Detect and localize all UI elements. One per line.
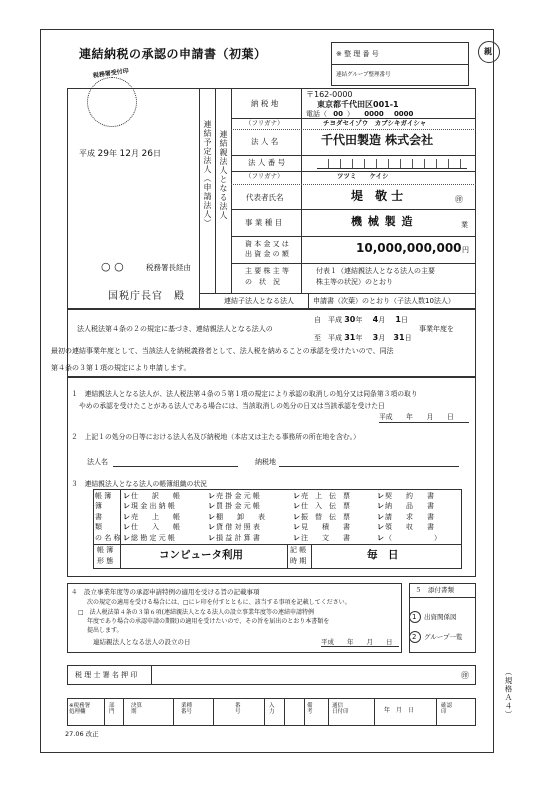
ledger-item[interactable]: レ貸 借 対 照 表 bbox=[208, 523, 260, 532]
tax-accountant-seal: ㊞ bbox=[461, 671, 469, 680]
attachment-item-2: グループ一覧 bbox=[424, 633, 463, 641]
office-use-label-9: 確認 印 bbox=[441, 703, 453, 716]
reception-stamp-label: 税務署受付印 bbox=[92, 67, 130, 80]
ledger-col-3 bbox=[293, 491, 350, 543]
timing-label-2: 時 期 bbox=[290, 557, 307, 565]
address-label: 納 税 地 bbox=[251, 99, 279, 108]
attachment-mark-1-label: 1 bbox=[412, 613, 417, 621]
parent-corp-label: 連結親法人となる法人 bbox=[219, 130, 228, 220]
item4-text-3: 年度であり場合の承認申請の期限)の適用を受けたいので、その旨を届出のとおり本書類を bbox=[87, 618, 330, 625]
attachment-mark-2-label: 2 bbox=[412, 633, 417, 641]
ledger-timing: 毎 日 bbox=[367, 549, 399, 561]
ref-number-label: ※ 整 理 番 号 bbox=[336, 50, 379, 58]
size-note: （規格Ａ４） bbox=[504, 668, 513, 719]
name-kana: チヨダセイゾウ カブシキガイシャ bbox=[323, 119, 427, 127]
ledger-item[interactable]: レ損 益 計 算 書 bbox=[208, 533, 260, 542]
rep-kana: ツツミ ケイシ bbox=[337, 172, 389, 180]
tax-office-label: 税務署長経由 bbox=[146, 263, 191, 272]
timing-label-1: 記 帳 bbox=[290, 546, 307, 554]
ledger-item[interactable]: レ総 勘 定 元 帳 bbox=[123, 533, 175, 542]
ledger-item[interactable]: レ売 上 帳 bbox=[123, 512, 180, 521]
ledger-item[interactable]: レ売 上 伝 票 bbox=[293, 492, 350, 500]
reception-stamp bbox=[87, 77, 137, 127]
office-use-label-5: 入 力 bbox=[269, 703, 275, 716]
rep-seal: ㊞ bbox=[455, 195, 463, 204]
item2-name-field[interactable] bbox=[113, 458, 238, 467]
item4-title: ４ 設立事業年度等の承認申請特例の適用を受ける旨の記載事項 bbox=[71, 588, 260, 596]
ledger-item[interactable]: レ仕 訳 帳 bbox=[123, 492, 180, 500]
office-use-label-6: 備 考 bbox=[307, 703, 313, 716]
shareholders-label-1: 主 要 株 主 等 bbox=[245, 267, 289, 275]
group-number-label: 連結グループ整理番号 bbox=[336, 72, 391, 78]
item2-address-field[interactable] bbox=[279, 458, 459, 467]
ledger-row-labels: 帳 簿 簿 書 類 の 名 称 bbox=[95, 492, 121, 542]
rep-furigana-label: （フリガナ） bbox=[245, 172, 284, 180]
office-use-label-1: 部 門 bbox=[109, 703, 115, 716]
ledger-item[interactable]: レ買 掛 金 元 帳 bbox=[208, 502, 260, 511]
office-use-label-7: 通信 日付印 bbox=[332, 703, 349, 716]
ledger-item[interactable]: レ棚 卸 表 bbox=[208, 512, 265, 521]
postal-code: 〒162-0000 bbox=[306, 90, 353, 99]
ledger-item[interactable]: レ仕 入 帳 bbox=[123, 523, 180, 532]
form-label-1: 帳 簿 bbox=[97, 546, 114, 554]
company-name: 千代田製造 株式会社 bbox=[321, 133, 434, 147]
capital-label-1: 資 本 金 又 は bbox=[245, 240, 289, 248]
ledger-item[interactable]: レ納 品 書 bbox=[377, 502, 434, 511]
form-sheet bbox=[40, 29, 494, 753]
item2-address-label: 納税地 bbox=[255, 458, 276, 466]
ledger-item[interactable]: レ仕 入 伝 票 bbox=[293, 502, 350, 511]
tax-accountant-label: 税 理 士 署 名 押 印 bbox=[75, 671, 138, 679]
business-label: 事 業 種 目 bbox=[245, 218, 283, 227]
period-suffix: 事業年度を bbox=[419, 325, 454, 333]
applicant-group-label: 連結予定法人（申請法人） bbox=[203, 120, 212, 228]
period-body-1: 最初の連結事業年度として、当該法人を納税義務者として、法人税を納めることの承認を受けたいので、同法 bbox=[51, 347, 394, 355]
corp-number-cells[interactable] bbox=[317, 159, 467, 169]
item4-text-1: 次の規定の適用を受ける場合には、□にレ印を付すとともに、該当する事項を記載してください。 bbox=[87, 599, 351, 606]
tax-office-circles: ○ ○ bbox=[101, 260, 124, 273]
addressee: 国税庁長官 殿 bbox=[108, 291, 185, 302]
period-from: 自 平成 30年 4月 1日 bbox=[314, 315, 408, 324]
ledger-item[interactable]: レ売 掛 金 元 帳 bbox=[208, 492, 260, 500]
item4-text-4: 提出します。 bbox=[87, 627, 123, 634]
ledger-item[interactable]: レ（ ） bbox=[377, 533, 441, 542]
item1-text-2: やめの承認を受けたことがある法人である場合には、当該取消しの処分の日又は当該承認を受けた日 bbox=[79, 402, 385, 410]
capital-unit: 円 bbox=[462, 246, 469, 254]
office-use-label-2: 決算 期 bbox=[131, 703, 143, 716]
address-value: 東京都千代田区001-1 bbox=[317, 100, 399, 109]
ledger-item[interactable]: レ見 積 書 bbox=[293, 523, 350, 532]
item3-title: ３ 連結親法人となる法人の帳簿組織の状況 bbox=[71, 480, 207, 488]
parent-copy-mark-label: 親 bbox=[484, 47, 492, 56]
ledger-col-1 bbox=[123, 491, 180, 543]
office-use-label-8: 年 月 日 bbox=[384, 707, 415, 714]
subsidiaries-label: 連結子法人となる法人 bbox=[224, 297, 294, 305]
phone-number: 電話（ 00 ） 0000 0000 bbox=[306, 110, 414, 118]
revision-note: 27.06 改正 bbox=[65, 730, 99, 738]
corp-number-label: 法 人 番 号 bbox=[248, 158, 286, 167]
shareholders-label-2: の 状 況 bbox=[245, 278, 280, 286]
attachment-item-1: 出資関係図 bbox=[424, 613, 457, 621]
item2-text: ２ 上記１の処分の日等における法人名及び納税地（本店又は主たる事務所の所在地を含む。） bbox=[71, 433, 360, 441]
shareholders-text-1: 付表１（連結親法人となる法人の主要 bbox=[316, 267, 435, 275]
ledger-form: コンピュータ利用 bbox=[159, 549, 243, 561]
office-use-label-0: ※税務署 処理欄 bbox=[69, 703, 91, 716]
rep-name: 堤 敬士 bbox=[351, 189, 408, 203]
item2-name-label: 法人名 bbox=[87, 458, 108, 466]
rep-label: 代表者氏名 bbox=[246, 193, 284, 202]
subsidiaries-text: 申請書（次葉）のとおり（子法人数10法人） bbox=[313, 297, 455, 305]
capital-amount: 10,000,000,000 bbox=[356, 241, 462, 255]
item1-text-1: １ 連結親法人となる法人が、法人税法第４条の５第１項の規定により承認の取消しの処分又は同条第３項の取り bbox=[71, 390, 418, 398]
form-label-2: 形 態 bbox=[97, 557, 114, 565]
ledger-item[interactable]: レ注 文 書 bbox=[293, 533, 350, 542]
ledger-item[interactable]: レ現 金 出 納 帳 bbox=[123, 502, 175, 511]
business-type: 機 械 製 造 bbox=[351, 215, 414, 228]
period-body-2: 第４条の３第１項の規定により申請します。 bbox=[51, 364, 191, 372]
capital-label-2: 出 資 金 の 額 bbox=[245, 250, 289, 258]
name-furigana-label: （フリガナ） bbox=[245, 119, 284, 127]
ledger-col-4 bbox=[377, 491, 441, 543]
ledger-item[interactable]: レ領 収 書 bbox=[377, 523, 434, 532]
shareholders-text-2: 株主等の状況）のとおり bbox=[316, 278, 393, 286]
period-to: 至 平成 31年 3月 31日 bbox=[314, 333, 412, 342]
period-intro: 法人税法第４条の２の規定に基づき、連結親法人となる法人の bbox=[77, 325, 273, 333]
item4-text-5: 連結親法人となる法人の設立の日 bbox=[93, 638, 191, 646]
ledger-col-2 bbox=[208, 491, 265, 543]
attachments-title: ５ 添付書類 bbox=[415, 586, 454, 594]
office-use-label-4: 番 号 bbox=[235, 703, 241, 716]
name-label: 法 人 名 bbox=[251, 137, 279, 146]
office-use-label-3: 業種 番号 bbox=[181, 703, 193, 716]
form-title: 連結納税の承認の申請書（初葉） bbox=[79, 47, 267, 61]
item4-text-2[interactable]: □ 法人税法第４条の３第６項(連結親法人となる法人の設立事業年度等の連結申請特例 bbox=[78, 609, 315, 616]
ledger-item[interactable]: レ振 替 伝 票 bbox=[293, 512, 350, 521]
filing-date: 平成 29年 12月 26日 bbox=[79, 149, 161, 159]
item1-date[interactable]: 平成 年 月 日 bbox=[379, 414, 469, 423]
item4-date[interactable]: 平成 年 月 日 bbox=[321, 639, 399, 647]
business-suffix: 業 bbox=[461, 221, 468, 229]
ledger-item[interactable]: レ契 約 書 bbox=[377, 492, 434, 500]
ledger-item[interactable]: レ請 求 書 bbox=[377, 512, 434, 521]
